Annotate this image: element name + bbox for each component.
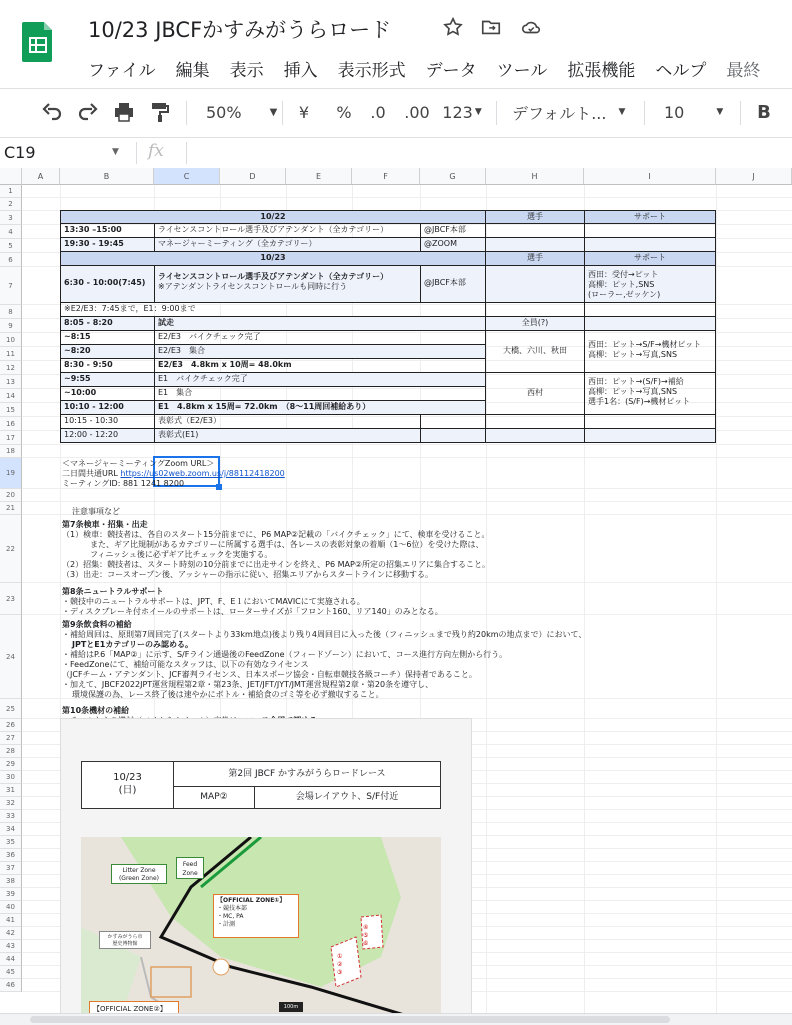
zone-number: ③: [337, 969, 343, 976]
row-header[interactable]: 13: [0, 375, 22, 389]
zoom-url-link[interactable]: https://us02web.zoom.us/j/88112418200: [120, 469, 285, 478]
cell-c10[interactable]: E2/E3 バイクチェック完了: [154, 330, 486, 345]
row-header[interactable]: 23: [0, 583, 22, 615]
official-zone-1-item: ・競技本部: [217, 905, 248, 912]
map-date-cell: [82, 762, 174, 808]
row-header[interactable]: 46: [0, 979, 22, 992]
row-header[interactable]: 28: [0, 745, 22, 758]
official-zone-2-box: 【OFFICIAL ZONE②】: [89, 1001, 179, 1015]
cell-b15[interactable]: 10:10 - 12:00: [60, 400, 155, 415]
cell-g16[interactable]: [420, 414, 486, 429]
name-box[interactable]: C19: [4, 143, 36, 162]
map-header-table: [81, 761, 441, 809]
row-header[interactable]: 11: [0, 347, 22, 361]
move-folder-icon[interactable]: [480, 16, 502, 38]
date-header-1023[interactable]: 10/23: [60, 251, 486, 266]
cell-b5[interactable]: 19:30 - 19:45: [60, 237, 155, 252]
cell-b10[interactable]: ~8:15: [60, 330, 155, 345]
litter-zone-label: [111, 864, 167, 884]
support-line: 西田：受付→ピット: [588, 270, 659, 279]
support-line: 高柳：ピット,SNS: [588, 280, 655, 289]
row-header[interactable]: 33: [0, 810, 22, 823]
row-header[interactable]: 36: [0, 849, 22, 862]
article-9-1: ・補給周回は、原則第7周回完了(スタートより33km地点)後より残り4周回目に入った後（フィニッシュまで残り約20kmの地点まで）において、: [62, 630, 587, 639]
row-header[interactable]: 14: [0, 389, 22, 403]
paint-format-icon[interactable]: [148, 97, 172, 127]
cell-b9[interactable]: 8:05 - 8:20: [60, 316, 155, 331]
support-line: 西田：ピット→(S/F)→補給: [588, 377, 684, 386]
row-header[interactable]: 30: [0, 771, 22, 784]
row-header[interactable]: 31: [0, 784, 22, 797]
select-all-corner[interactable]: [0, 168, 22, 185]
zone-numbers-2: [363, 924, 368, 948]
cell-i9[interactable]: [584, 316, 716, 331]
zone-number: ④: [363, 924, 369, 931]
support-header-2[interactable]: サポート: [584, 251, 716, 266]
cell-i16[interactable]: [584, 414, 716, 429]
row-header[interactable]: 18: [0, 445, 22, 458]
row-header[interactable]: 22: [0, 515, 22, 583]
row-header[interactable]: 41: [0, 914, 22, 927]
feed-zone-sub: Zone: [182, 870, 198, 877]
cell-h13-15[interactable]: 西村: [485, 372, 585, 415]
row-header[interactable]: 21: [0, 502, 22, 515]
chevron-down-icon: ▼: [474, 107, 482, 117]
row-header[interactable]: 37: [0, 862, 22, 875]
print-icon[interactable]: [112, 97, 136, 127]
cell-c11[interactable]: E2/E3 集合: [154, 344, 486, 359]
menu-help[interactable]: ヘルプ: [655, 61, 707, 81]
official-zone-1-item: ・計測: [217, 921, 236, 928]
row-header[interactable]: 45: [0, 966, 22, 979]
menu-tools[interactable]: ツール: [496, 61, 548, 81]
currency-button[interactable]: ¥: [298, 102, 310, 122]
cell-c5[interactable]: マネージャーミーティング（全カテゴリー）: [154, 237, 421, 252]
menu-insert[interactable]: 挿入: [283, 61, 318, 81]
chevron-down-icon: ▼: [716, 107, 724, 117]
cell-h16[interactable]: [485, 414, 585, 429]
map-number: MAP②: [174, 786, 255, 808]
cell-b4[interactable]: 13:30 –15:00: [60, 223, 155, 238]
museum-sub: 歴史博物館: [112, 941, 138, 947]
litter-zone-text: Litter Zone: [122, 867, 156, 874]
article-7-title: 第7条検車・招集・出走: [62, 520, 148, 529]
cell-h10-12[interactable]: 大橋、六川、秋田: [485, 330, 585, 373]
article-8-1: ・競技中のニュートラルサポートは、JPT、F、E１においてMAVICにて実施される。: [62, 597, 365, 606]
support-header[interactable]: サポート: [584, 210, 716, 224]
zone-numbers: [337, 953, 342, 977]
increase-decimal-button[interactable]: .00: [404, 102, 430, 122]
article-7-1: （1）検車：競技者は、各自のスタート15分前までに、P6 MAP②記載の「バイクチェック」にて、検車を受けること。: [62, 530, 490, 539]
race-map-image[interactable]: [60, 718, 472, 1015]
cell-i17[interactable]: [584, 428, 716, 443]
article-9-3: ・FeedZoneにて、補給可能なスタッフは、以下の有効なライセンス: [62, 660, 309, 669]
cell-c13[interactable]: E1 バイクチェック完了: [154, 372, 486, 387]
row-header[interactable]: 12: [0, 361, 22, 375]
map-layout-label: 会場レイアウト、S/F付近: [295, 792, 399, 802]
row-header[interactable]: 8: [0, 305, 22, 319]
cell-i8[interactable]: [584, 302, 716, 317]
menu-file[interactable]: ファイル: [88, 61, 156, 81]
cell-i10-12[interactable]: [584, 330, 716, 373]
official-zone-1-box: [213, 894, 299, 938]
horizontal-scrollbar[interactable]: [0, 1013, 792, 1025]
grid-line: [22, 444, 792, 445]
zone-number: ⑤: [363, 932, 369, 939]
row-header[interactable]: 9: [0, 319, 22, 333]
zone-number: ⑥: [363, 940, 369, 947]
feed-zone-text: Feed: [182, 861, 198, 868]
notes-heading: 注意事項など: [72, 507, 120, 516]
cell-c16[interactable]: 表彰式（E2/E3）: [154, 414, 421, 429]
article-9-3b: （JCFチーム・アテンダント、JCF審判ライセンス、日本スポーツ協会・自転車競技各級コーチ）保持者であること。: [62, 670, 477, 679]
column-header-j[interactable]: J: [716, 168, 792, 185]
row-header[interactable]: 10: [0, 333, 22, 347]
support-line: 西田：ピット→S/F→機材ピット: [588, 340, 702, 349]
more-formats-button[interactable]: 123 ▼: [442, 102, 482, 122]
cell-h17[interactable]: [485, 428, 585, 443]
article-9-title: 第9条飲食料の補給: [62, 620, 132, 629]
row-header[interactable]: 19: [0, 458, 22, 489]
cell-h5[interactable]: [485, 237, 585, 252]
cell-h8[interactable]: [485, 302, 585, 317]
license-control-text: ライセンスコントロール選手及びアテンダント（全カテゴリー）: [158, 272, 389, 281]
cell-i4[interactable]: [584, 223, 716, 238]
map-race-name: 第2回 JBCF かすみがうらロードレース: [174, 762, 440, 787]
row-header[interactable]: 32: [0, 797, 22, 810]
column-header-d[interactable]: D: [220, 168, 286, 185]
zoom-select[interactable]: 50% ▼: [206, 102, 278, 122]
cell-b16[interactable]: 10:15 - 10:30: [60, 414, 155, 429]
cell-b8[interactable]: [60, 302, 486, 317]
sheets-logo-icon[interactable]: [22, 20, 54, 64]
font-select[interactable]: デフォルト... ▼: [512, 103, 626, 123]
article-8-title: 第8条ニュートラルサポート: [62, 587, 164, 596]
bold-button[interactable]: B: [757, 101, 771, 123]
zone-number: ①: [337, 953, 343, 960]
cell-c12[interactable]: E2/E3 4.8km x 10周= 48.0km: [154, 358, 486, 373]
menu-edit[interactable]: 編集: [175, 61, 210, 81]
row-header[interactable]: 2: [0, 198, 22, 211]
star-icon[interactable]: [442, 16, 464, 38]
row-header[interactable]: 1: [0, 185, 22, 198]
font-size-select[interactable]: 10 ▼: [664, 102, 724, 122]
cell-h4[interactable]: [485, 223, 585, 238]
cell-g17[interactable]: [420, 428, 486, 443]
column-header-a[interactable]: A: [22, 168, 60, 185]
row-header[interactable]: 7: [0, 267, 22, 305]
article-10-title: 第10条機材の補給: [62, 706, 130, 715]
date-header-1022[interactable]: 10/22: [60, 210, 486, 224]
row-header[interactable]: 5: [0, 239, 22, 253]
cell-b11[interactable]: ~8:20: [60, 344, 155, 359]
shared-url-label: 二日間共通URL: [62, 469, 118, 478]
litter-zone-sub: (Green Zone): [118, 875, 160, 882]
row-header[interactable]: 26: [0, 719, 22, 732]
support-line: (ローラー,ゼッケン): [588, 290, 661, 299]
grid-line: [22, 514, 792, 515]
support-line: 選手1名：(S/F)→機材ピット: [588, 397, 691, 406]
menu-extensions[interactable]: 拡張機能: [567, 61, 636, 81]
museum-label: [99, 931, 151, 949]
cell-g5[interactable]: @ZOOM: [420, 237, 486, 252]
cell-c4[interactable]: ライセンスコントロール選手及びアテンダント（全カテゴリー）: [154, 223, 421, 238]
cell-c15[interactable]: E1 4.8km x 15周= 72.0km （8〜11周回補給あり）: [154, 400, 486, 415]
row-header[interactable]: 42: [0, 927, 22, 940]
toolbar: [0, 88, 792, 137]
grid-line: [22, 197, 792, 198]
column-header-g[interactable]: G: [420, 168, 486, 185]
column-header-f[interactable]: F: [352, 168, 420, 185]
zoom-url-heading: ＜マネージャーミーティングZoom URL＞: [62, 459, 215, 468]
cell-c14[interactable]: E1 集合: [154, 386, 486, 401]
article-8-2: ・ディスクブレーキ付ホイールのサポートは、ローターサイズが「フロント160、リア140」のみとなる。: [62, 607, 443, 616]
article-9-4: ・加えて、JBCF2022JPT運営規程第2章・第23条、JET/JFT/JYT/JMT運営規程第2章・第20条を遵守し、: [62, 680, 434, 689]
deadline-text: ※E2/E3：7:45まで，E1：9:00まで: [64, 304, 196, 313]
article-9-4b: 環境保護の為、レース終了後は速やかにボトル・補給食のゴミ等を必ず撤収すること。: [72, 690, 384, 699]
function-icon: fx: [148, 141, 164, 161]
feed-zone-label: [176, 857, 204, 879]
redo-icon[interactable]: [76, 97, 100, 127]
cell-h9[interactable]: 全員(?): [485, 316, 585, 331]
grid-line: [22, 582, 792, 583]
chevron-down-icon: ▼: [269, 106, 278, 118]
row-header[interactable]: 16: [0, 417, 22, 431]
row-header[interactable]: 15: [0, 403, 22, 417]
row-header[interactable]: 24: [0, 615, 22, 699]
cell-b12[interactable]: 8:30 - 9:50: [60, 358, 155, 373]
cell-b14[interactable]: ~10:00: [60, 386, 155, 401]
column-header-i[interactable]: I: [584, 168, 716, 185]
cell-g7[interactable]: @JBCF本部: [420, 265, 486, 303]
formula-input[interactable]: [190, 140, 790, 166]
official-zone-1-item: ・MC, PA: [217, 913, 244, 920]
meeting-id: ミーティングID: 881 1241 8200: [62, 479, 185, 488]
museum-text: かすみがうら市: [107, 934, 143, 940]
row-header[interactable]: 29: [0, 758, 22, 771]
column-header-b[interactable]: B: [60, 168, 154, 185]
cell-c17[interactable]: 表彰式(E1): [154, 428, 421, 443]
row-header[interactable]: 39: [0, 888, 22, 901]
column-header-c[interactable]: C: [154, 168, 220, 185]
grid-line: [716, 185, 717, 1013]
percent-button[interactable]: %: [336, 102, 352, 122]
row-header[interactable]: 34: [0, 823, 22, 836]
fill-handle[interactable]: [216, 484, 222, 490]
cell-b7[interactable]: 6:30 - 10:00(7:45): [60, 265, 155, 303]
cell-i13-15[interactable]: [584, 372, 716, 415]
undo-icon[interactable]: [40, 97, 64, 127]
decrease-decimal-button[interactable]: .0: [370, 102, 386, 122]
formula-bar: [0, 137, 792, 169]
cloud-status-icon[interactable]: [520, 16, 542, 38]
article-9-2: ・補給はP.6「MAP②」に示す、S/Fライン通過後のFeedZone（フィードゾーン）において、コース進行方向左側から行う。: [62, 650, 508, 659]
row-header[interactable]: 40: [0, 901, 22, 914]
cell-i5[interactable]: [584, 237, 716, 252]
scrollbar-thumb[interactable]: [30, 1016, 670, 1023]
document-title[interactable]: 10/23 JBCFかすみがうらロード: [88, 18, 392, 42]
row-header[interactable]: 38: [0, 875, 22, 888]
player-header-2[interactable]: 選手: [485, 251, 585, 266]
row-header[interactable]: 3: [0, 211, 22, 225]
row-header[interactable]: 27: [0, 732, 22, 745]
cell-h7[interactable]: [485, 265, 585, 303]
cell-g4[interactable]: @JBCF本部: [420, 223, 486, 238]
chevron-down-icon[interactable]: ▼: [112, 147, 119, 157]
row-header[interactable]: 20: [0, 489, 22, 502]
cell-c9[interactable]: 試走: [154, 316, 486, 331]
support-line: 高柳：ピット→写真,SNS: [588, 387, 678, 396]
row-header[interactable]: 44: [0, 953, 22, 966]
grid-line: [22, 501, 792, 502]
player-header[interactable]: 選手: [485, 210, 585, 224]
row-header[interactable]: 35: [0, 836, 22, 849]
cell-i7[interactable]: [584, 265, 716, 303]
map-day: (日): [118, 785, 137, 796]
cell-b17[interactable]: 12:00 - 12:20: [60, 428, 155, 443]
map-date: 10/23: [113, 772, 142, 783]
last-edit-link[interactable]: 最終: [726, 61, 761, 81]
license-note-text: ※アテンダントライセンスコントロールも同時に行う: [158, 282, 348, 291]
menu-view[interactable]: 表示: [229, 61, 264, 81]
official-zone-1-title: 【OFFICIAL ZONE①】: [217, 897, 286, 904]
article-7-1b: また、ギア比規制があるカテゴリーに所属する選手は、各レースの表彰対象の着順（1〜6位）を受けた際は、: [90, 540, 484, 549]
chevron-down-icon: ▼: [618, 107, 626, 117]
column-header-e[interactable]: E: [286, 168, 352, 185]
article-9-1b: JPTとE1カテゴリーのみ認める。: [72, 640, 194, 649]
row-header[interactable]: 17: [0, 431, 22, 445]
article-7-2: （2）招集：競技者は、スタート時刻の10分前までに出走サインを終え、P6 MAP②所定の招集エリアに集合すること。: [62, 560, 491, 569]
column-header-h[interactable]: H: [486, 168, 584, 185]
menu-data[interactable]: データ: [425, 61, 477, 81]
row-header[interactable]: 25: [0, 699, 22, 719]
cell-b13[interactable]: ~9:55: [60, 372, 155, 387]
row-header[interactable]: 6: [0, 253, 22, 267]
cell-c7[interactable]: [154, 265, 421, 303]
article-7-3: （3）出走：コースオープン後、アッシャーの指示に従い、招集エリアからスタートラインに移動する。: [62, 570, 434, 579]
row-header[interactable]: 4: [0, 225, 22, 239]
scale-bar: 100m: [279, 1002, 303, 1012]
support-line: 高柳：ピット→写真,SNS: [588, 350, 678, 359]
zone-number: ②: [337, 961, 343, 968]
row-header[interactable]: 43: [0, 940, 22, 953]
menu-bar: [88, 56, 780, 81]
menu-format[interactable]: 表示形式: [337, 61, 406, 81]
article-7-1c: フィニッシュ後に必ずギア比チェックを実施する。: [90, 550, 273, 559]
